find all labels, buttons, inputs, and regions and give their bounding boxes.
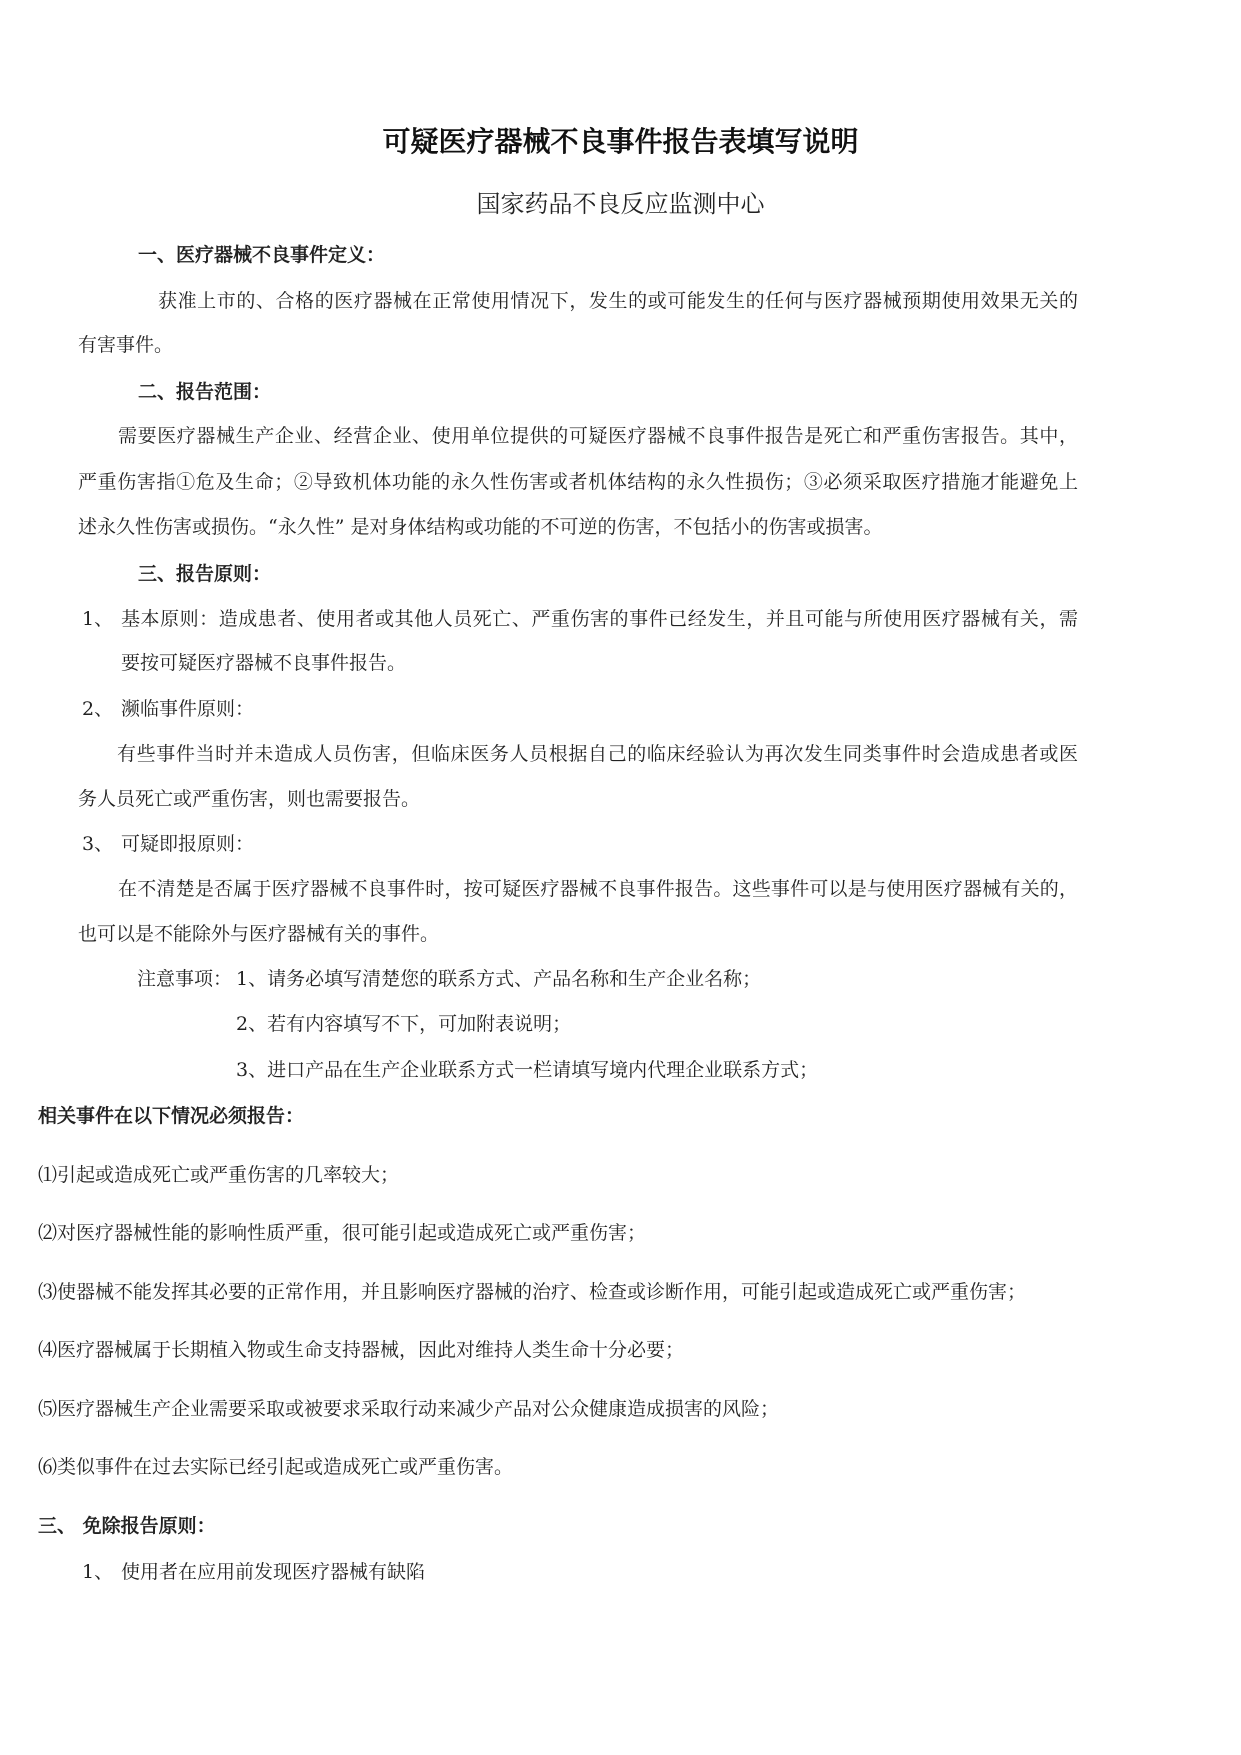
section-2-text-line-1: 需要医疗器械生产企业、经营企业、使用单位提供的可疑医疗器械不良事件报告是死亡和严重伤害报告。其中， (118, 425, 1078, 447)
exempt-heading: 三、 免除报告原则： (38, 1515, 216, 1537)
must-report-item: ⑷医疗器械属于长期植入物或生命支持器械，因此对维持人类生命十分必要； (38, 1339, 685, 1361)
document-subtitle: 国家药品不良反应监测中心 (476, 190, 765, 218)
exempt-1-number: 1、 (82, 1561, 114, 1583)
principle-2-heading: 濒临事件原则： (121, 698, 255, 720)
must-report-item: ⑹类似事件在过去实际已经引起或造成死亡或严重伤害。 (38, 1456, 514, 1478)
must-report-item: ⑸医疗器械生产企业需要采取或被要求采取行动来减少产品对公众健康造成损害的风险； (38, 1398, 780, 1420)
principle-2-number: 2、 (82, 698, 114, 720)
principle-1-line-2: 要按可疑医疗器械不良事件报告。 (121, 652, 407, 674)
principle-3-line-1: 在不清楚是否属于医疗器械不良事件时，按可疑医疗器械不良事件报告。这些事件可以是与使用医疗器械有关的， (118, 878, 1078, 900)
principle-3-heading: 可疑即报原则： (121, 833, 255, 855)
section-1-text-line-2: 有害事件。 (78, 334, 174, 356)
must-report-item: ⑴引起或造成死亡或严重伤害的几率较大； (38, 1164, 400, 1186)
section-3-heading: 三、报告原则： (138, 563, 272, 585)
note-3: 3、进口产品在生产企业联系方式一栏请填写境内代理企业联系方式； (236, 1059, 819, 1081)
principle-2-line-2: 务人员死亡或严重伤害，则也需要报告。 (78, 788, 421, 810)
note-1: 1、请务必填写清楚您的联系方式、产品名称和生产企业名称； (236, 968, 762, 990)
must-report-heading: 相关事件在以下情况必须报告： (38, 1105, 305, 1127)
document-title: 可疑医疗器械不良事件报告表填写说明 (382, 125, 859, 158)
principle-1-number: 1、 (82, 608, 114, 630)
principle-3-number: 3、 (82, 833, 114, 855)
section-2-heading: 二、报告范围： (138, 381, 272, 403)
notes-label: 注意事项： (137, 968, 233, 990)
exempt-1-text: 使用者在应用前发现医疗器械有缺陷 (121, 1561, 426, 1583)
must-report-item: ⑶使器械不能发挥其必要的正常作用，并且影响医疗器械的治疗、检查或诊断作用，可能引起或造成死亡或严重伤害； (38, 1281, 1027, 1303)
principle-3-line-2: 也可以是不能除外与医疗器械有关的事件。 (78, 923, 440, 945)
must-report-item: ⑵对医疗器械性能的影响性质严重，很可能引起或造成死亡或严重伤害； (38, 1222, 647, 1244)
note-2: 2、若有内容填写不下，可加附表说明； (236, 1013, 572, 1035)
principle-1-line-1: 基本原则：造成患者、使用者或其他人员死亡、严重伤害的事件已经发生，并且可能与所使用医疗器械有关，需 (121, 608, 1078, 630)
section-1-text-line-1: 获准上市的、合格的医疗器械在正常使用情况下，发生的或可能发生的任何与医疗器械预期使用效果无关的 (158, 290, 1078, 312)
section-1-heading: 一、医疗器械不良事件定义： (138, 244, 386, 266)
section-2-text-line-2: 严重伤害指①危及生命；②导致机体功能的永久性伤害或者机体结构的永久性损伤；③必须采取医疗措施才能避免上 (78, 471, 1078, 493)
principle-2-line-1: 有些事件当时并未造成人员伤害，但临床医务人员根据自己的临床经验认为再次发生同类事件时会造成患者或医 (117, 743, 1078, 765)
section-2-text-line-3: 述永久性伤害或损伤。“永久性” 是对身体结构或功能的不可逆的伤害，不包括小的伤害或损害。 (78, 516, 883, 538)
